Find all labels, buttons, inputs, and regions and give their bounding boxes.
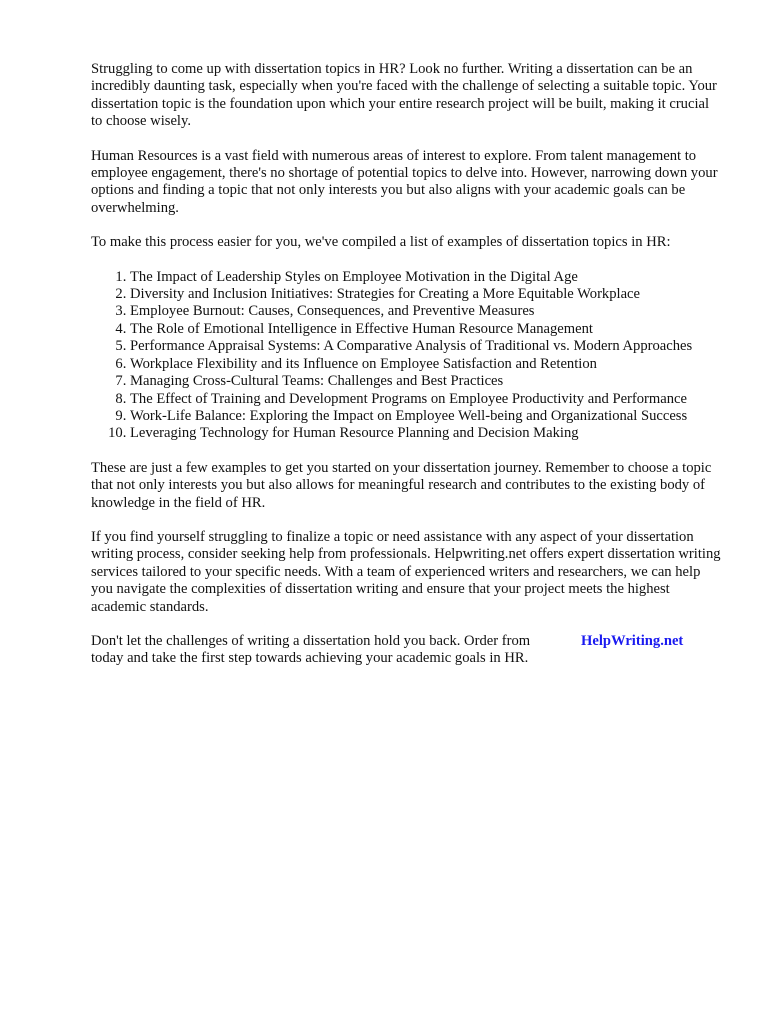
- closing-line-2: today and take the first step towards achieving your academic goals in HR.: [91, 650, 529, 667]
- closing-paragraph: [91, 633, 723, 668]
- topics-list: [91, 269, 723, 443]
- closing-line-1: Don't let the challenges of writing a dissertation hold you back. Order from: [91, 632, 531, 649]
- list-item: 4. The Role of Emotional Intelligence in Effective Human Resource Management: [130, 321, 723, 338]
- list-item: 10. Leveraging Technology for Human Resource Planning and Decision Making: [130, 425, 723, 442]
- help-paragraph: If you find yourself struggling to finalize a topic or need assistance with any aspect of your dissertation writing process, consider seeking help from professionals. Helpwriting.net offers expert dissertation writing services tailored to your specific needs. With a team of experienced writers and researchers, we can help you navigate the complexities of dissertation writing and ensure that your project meets the highest academic standards.: [91, 528, 721, 615]
- list-item: 1. The Impact of Leadership Styles on Employee Motivation in the Digital Age: [130, 269, 723, 286]
- document-page: [91, 61, 723, 668]
- list-item: 5. Performance Appraisal Systems: A Comparative Analysis of Traditional vs. Modern Approaches: [130, 338, 723, 355]
- list-item: 6. Workplace Flexibility and its Influence on Employee Satisfaction and Retention: [130, 356, 723, 373]
- list-item: 8. The Effect of Training and Development Programs on Employee Productivity and Performance: [130, 391, 723, 408]
- list-item: 3. Employee Burnout: Causes, Consequences, and Preventive Measures: [130, 303, 723, 320]
- hr-field-paragraph: Human Resources is a vast field with numerous areas of interest to explore. From talent management to employee engagement, there's no shortage of potential topics to delve into. However, narrowing down your options and finding a topic that not only interests you but also aligns with your academic goals can be overwhelming.: [91, 147, 718, 216]
- list-item: 7. Managing Cross-Cultural Teams: Challenges and Best Practices: [130, 373, 723, 390]
- list-item: 9. Work-Life Balance: Exploring the Impact on Employee Well-being and Organizational Success: [130, 408, 723, 425]
- list-item: 2. Diversity and Inclusion Initiatives: Strategies for Creating a More Equitable Workplace: [130, 286, 723, 303]
- examples-paragraph: These are just a few examples to get you started on your dissertation journey. Remember to choose a topic that not only interests you but also allows for meaningful research and contributes to the existing body of knowledge in the field of HR.: [91, 459, 712, 511]
- helpwriting-link[interactable]: HelpWriting.net: [581, 632, 684, 649]
- list-intro-paragraph: To make this process easier for you, we've compiled a list of examples of dissertation topics in HR:: [91, 234, 671, 251]
- intro-paragraph: Struggling to come up with dissertation topics in HR? Look no further. Writing a dissertation can be an incredibly daunting task, especially when you're faced with the challenge of selecting a suitable topic. Your dissertation topic is the foundation upon which your entire research project will be built, making it crucial to choose wisely.: [91, 61, 717, 130]
